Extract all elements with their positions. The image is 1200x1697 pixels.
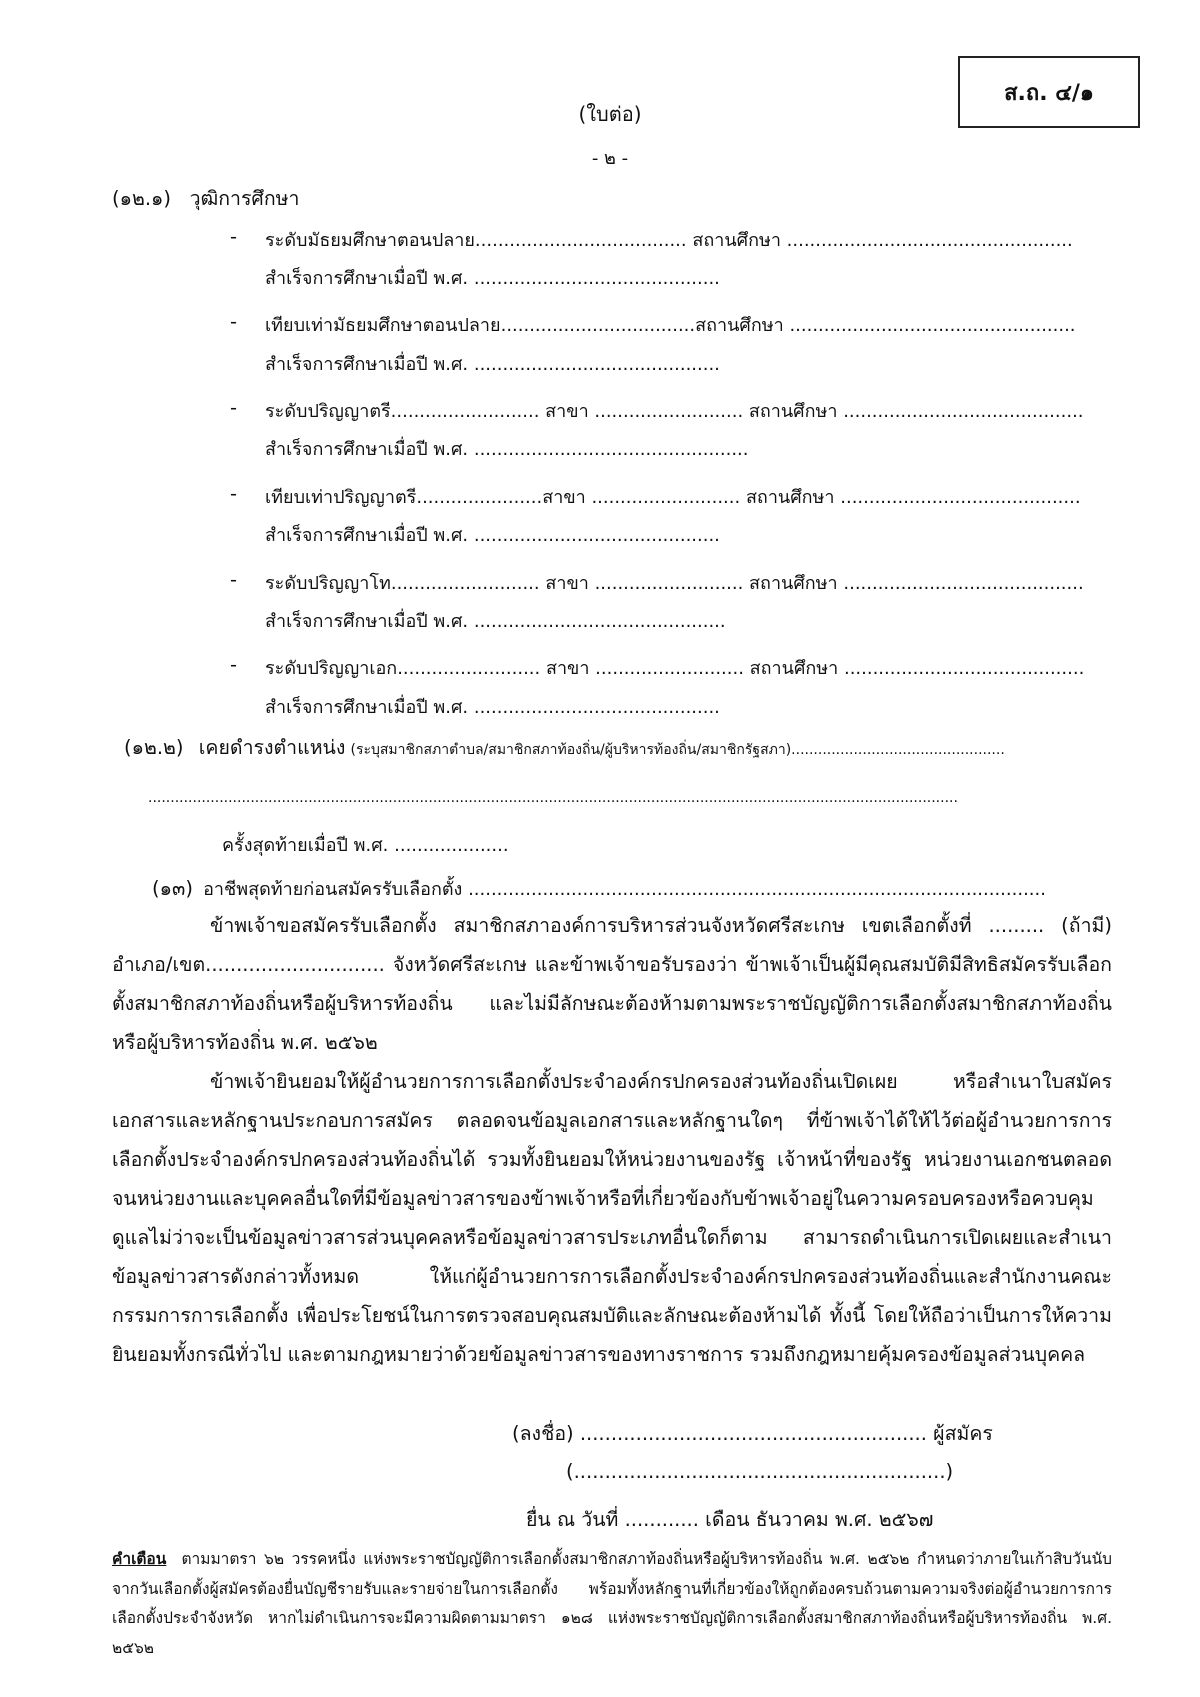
warning-title: คำเตือน — [112, 1550, 167, 1568]
education-line[interactable]: เทียบเท่ามัธยมศึกษาตอนปลาย..................................สถานศึกษา .................................................. — [265, 315, 1076, 336]
position-label: เคยดำรงตำแหน่ง — [198, 736, 346, 759]
form-code: ส.ถ. ๔/๑ — [1004, 80, 1094, 106]
position-line — [124, 732, 1005, 763]
consent-paragraph: ข้าพเจ้ายินยอมให้ผู้อำนวยการการเลือกตั้งประจำองค์กรปกครองส่วนท้องถิ่นเปิดเผย หรือสำเนาใบสมัครเอกสารและหลักฐานประกอบการสมัคร ตลอดจนข้อมูลเอกสารและหลักฐานใดๆ ที่ข้าพเจ้าได้ให้ไว้ต่อผู้อำนวยการการเลือกตั้งประจำองค์กรปกครองส่วนท้องถิ่นได้ รวมทั้งยินยอมให้หน่วยงานของรัฐ เจ้าหน้าที่ของรัฐ หน่วยงานเอกชนตลอดจนหน่วยงานและบุคคลอื่นใดที่มีข้อมูลข่าวสารของข้าพเจ้าหรือที่เกี่ยวข้องกับข้าพเจ้าอยู่ในความครอบครองหรือควบคุมดูแลไม่ว่าจะเป็นข้อมูลข่าวสารส่วนบุคคลหรือข้อมูลข่าวสารประเภทอื่นใดก็ตาม สามารถดำเนินการเปิดเผยและสำเนาข้อมูลข่าวสารดังกล่าวทั้งหมด ให้แก่ผู้อำนวยการการเลือกตั้งประจำองค์กรปกครองส่วนท้องถิ่นและสำนักงานคณะกรรมการการเลือกตั้ง เพื่อประโยชน์ในการตรวจสอบคุณสมบัติและลักษณะต้องห้ามได้ ทั้งนี้ โดยให้ถือว่าเป็นการให้ความยินยอมทั้งกรณีทั่วไป และตามกฎหมายว่าด้วยข้อมูลข่าวสารของทางราชการ รวมถึงกฎหมายคุ้มครองข้อมูลส่วนบุคคล — [112, 1070, 1112, 1366]
warning-note — [112, 1545, 1112, 1663]
education-bullet: - — [230, 568, 238, 591]
education-year-line[interactable]: สำเร็จการศึกษาเมื่อปี พ.ศ. ........................................... — [265, 525, 720, 546]
education-bullet: - — [230, 396, 238, 419]
education-bullet: - — [230, 225, 238, 248]
education-heading-label: วุฒิการศึกษา — [189, 187, 300, 210]
occupation-label[interactable]: อาชีพสุดท้ายก่อนสมัครรับเลือกตั้ง ..................................................................................................... — [203, 879, 1046, 900]
position-dotted-line[interactable]: ...................................................................................................................................................................................... — [148, 790, 958, 806]
position-note[interactable]: (ระบุสมาชิกสภาตำบล/สมาชิกสภาท้องถิ่น/ผู้บริหารท้องถิ่น/สมาชิกรัฐสภา)................................................ — [350, 742, 1005, 758]
signature-line[interactable]: (ลงชื่อ) ........................................................ ผู้สมัคร — [512, 1422, 993, 1445]
education-year-line[interactable]: สำเร็จการศึกษาเมื่อปี พ.ศ. ........................................... — [265, 354, 720, 375]
education-heading — [112, 183, 299, 214]
occupation-number: (๑๓) — [152, 877, 193, 900]
occupation-line — [152, 873, 1046, 904]
education-line[interactable]: ระดับปริญญาเอก......................... สาขา .......................... สถานศึกษา .......................................... — [265, 658, 1085, 679]
continuation-label: (ใบต่อ) — [578, 102, 642, 126]
declaration-paragraph: ข้าพเจ้าขอสมัครรับเลือกตั้ง สมาชิกสภาองค์การบริหารส่วนจังหวัดศรีสะเกษ เขตเลือกตั้งที่ ......... (ถ้ามี) อำเภอ/เขต............................. จังหวัดศรีสะเกษ และข้าพเจ้าขอรับรองว่า ข้าพเจ้าเป็นผู้มีคุณสมบัติมีสิทธิสมัครรับเลือกตั้งสมาชิกสภาท้องถิ่นหรือผู้บริหารท้องถิ่น และไม่มีลักษณะต้องห้ามตามพระราชบัญญัติการเลือกตั้งสมาชิกสภาท้องถิ่นหรือผู้บริหารท้องถิ่น พ.ศ. ๒๕๖๒ — [112, 914, 1112, 1054]
signature-date-line[interactable]: ยื่น ณ วันที่ ............ เดือน ธันวาคม พ.ศ. ๒๕๖๗ — [526, 1508, 934, 1531]
education-year-line[interactable]: สำเร็จการศึกษาเมื่อปี พ.ศ. ................................................ — [265, 439, 749, 460]
education-bullet: - — [230, 653, 238, 676]
page-number: - ๒ - — [591, 148, 629, 169]
education-line[interactable]: ระดับมัธยมศึกษาตอนปลาย..................................... สถานศึกษา .................................................. — [265, 230, 1073, 251]
education-bullet: - — [230, 310, 238, 333]
education-bullet: - — [230, 482, 238, 505]
warning-text: ตามมาตรา ๖๒ วรรคหนึ่ง แห่งพระราชบัญญัติการเลือกตั้งสมาชิกสภาท้องถิ่นหรือผู้บริหารท้องถิ่น พ.ศ. ๒๕๖๒ กำหนดว่าภายในเก้าสิบวันนับจากวันเลือกตั้งผู้สมัครต้องยื่นบัญชีรายรับและรายจ่ายในการเลือกตั้ง พร้อมทั้งหลักฐานที่เกี่ยวข้องให้ถูกต้องครบถ้วนตามความจริงต่อผู้อำนวยการการเลือกตั้งประจำจังหวัด หากไม่ดำเนินการจะมีความผิดตามมาตรา ๑๒๘ แห่งพระราชบัญญัติการเลือกตั้งสมาชิกสภาท้องถิ่นหรือผู้บริหารท้องถิ่น พ.ศ. ๒๕๖๒ — [112, 1550, 1113, 1657]
education-line[interactable]: เทียบเท่าปริญญาตรี......................สาขา .......................... สถานศึกษา .......................................... — [265, 487, 1081, 508]
education-year-line[interactable]: สำเร็จการศึกษาเมื่อปี พ.ศ. ........................................... — [265, 697, 720, 718]
education-line[interactable]: ระดับปริญญาตรี.......................... สาขา .......................... สถานศึกษา .......................................... — [265, 401, 1084, 422]
education-year-line[interactable]: สำเร็จการศึกษาเมื่อปี พ.ศ. ........................................... — [265, 268, 720, 289]
signature-name-line[interactable]: (............................................................) — [566, 1460, 954, 1483]
education-year-line[interactable]: สำเร็จการศึกษาเมื่อปี พ.ศ. ............................................ — [265, 611, 726, 632]
education-line[interactable]: ระดับปริญญาโท.......................... สาขา .......................... สถานศึกษา .......................................... — [265, 573, 1084, 594]
education-heading-number: (๑๒.๑) — [112, 187, 172, 210]
position-last-year[interactable]: ครั้งสุดท้ายเมื่อปี พ.ศ. .................... — [222, 835, 509, 856]
position-number: (๑๒.๒) — [124, 736, 184, 759]
